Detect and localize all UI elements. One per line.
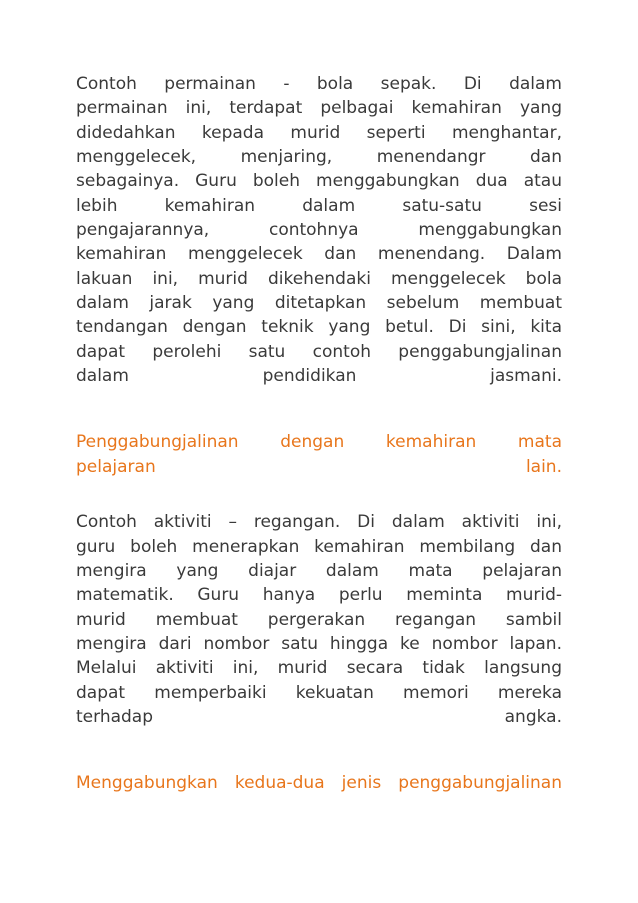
paragraph-regangan bbox=[76, 510, 562, 729]
text-line: sebagainya. Guru boleh menggabungkan dua atau bbox=[76, 171, 562, 192]
text-line: didedahkan kepada murid seperti menghantar, bbox=[76, 122, 562, 143]
spacer bbox=[76, 479, 562, 510]
heading-line: pelajaran lain. bbox=[76, 456, 562, 477]
text-line: kemahiran menggelecek dan menendang. Dalam bbox=[76, 244, 562, 265]
text-line: dalam jarak yang ditetapkan sebelum membuat bbox=[76, 293, 562, 314]
text-line: pengajarannya, contohnya menggabungkan bbox=[76, 220, 562, 241]
text-line: terhadap angka. bbox=[76, 706, 562, 727]
paragraph-bola-sepak bbox=[76, 72, 562, 388]
section-heading-kedua-dua bbox=[76, 771, 562, 795]
heading-line: Penggabungjalinan dengan kemahiran mata bbox=[76, 432, 562, 453]
text-line: lakuan ini, murid dikehendaki menggelecek bola bbox=[76, 268, 562, 289]
text-line: murid membuat pergerakan regangan sambil bbox=[76, 609, 562, 630]
heading-line: Menggabungkan kedua-dua jenis penggabungjalinan bbox=[76, 773, 562, 794]
text-line: lebih kemahiran dalam satu-satu sesi bbox=[76, 195, 562, 216]
text-line: matematik. Guru hanya perlu meminta murid- bbox=[76, 585, 562, 606]
text-line: tendangan dengan teknik yang betul. Di sini, kita bbox=[76, 317, 562, 338]
text-line: mengira dari nombor satu hingga ke nombor lapan. bbox=[76, 633, 562, 654]
text-line: Contoh permainan - bola sepak. Di dalam bbox=[76, 74, 562, 94]
text-line: guru boleh menerapkan kemahiran membilang dan bbox=[76, 536, 562, 557]
text-line: permainan ini, terdapat pelbagai kemahiran yang bbox=[76, 98, 562, 119]
text-line: dapat perolehi satu contoh penggabungjalinan bbox=[76, 341, 562, 362]
text-line: Melalui aktiviti ini, murid secara tidak langsung bbox=[76, 658, 562, 679]
text-line: dapat memperbaiki kekuatan memori mereka bbox=[76, 682, 562, 703]
text-line: Contoh aktiviti – regangan. Di dalam aktiviti ini, bbox=[76, 512, 562, 533]
spacer bbox=[76, 729, 562, 771]
spacer bbox=[76, 388, 562, 430]
text-line: dalam pendidikan jasmani. bbox=[76, 366, 562, 387]
text-line: mengira yang diajar dalam mata pelajaran bbox=[76, 560, 562, 581]
section-heading-mata-pelajaran bbox=[76, 430, 562, 479]
document-page bbox=[76, 72, 562, 796]
text-line: menggelecek, menjaring, menendangr dan bbox=[76, 147, 562, 168]
